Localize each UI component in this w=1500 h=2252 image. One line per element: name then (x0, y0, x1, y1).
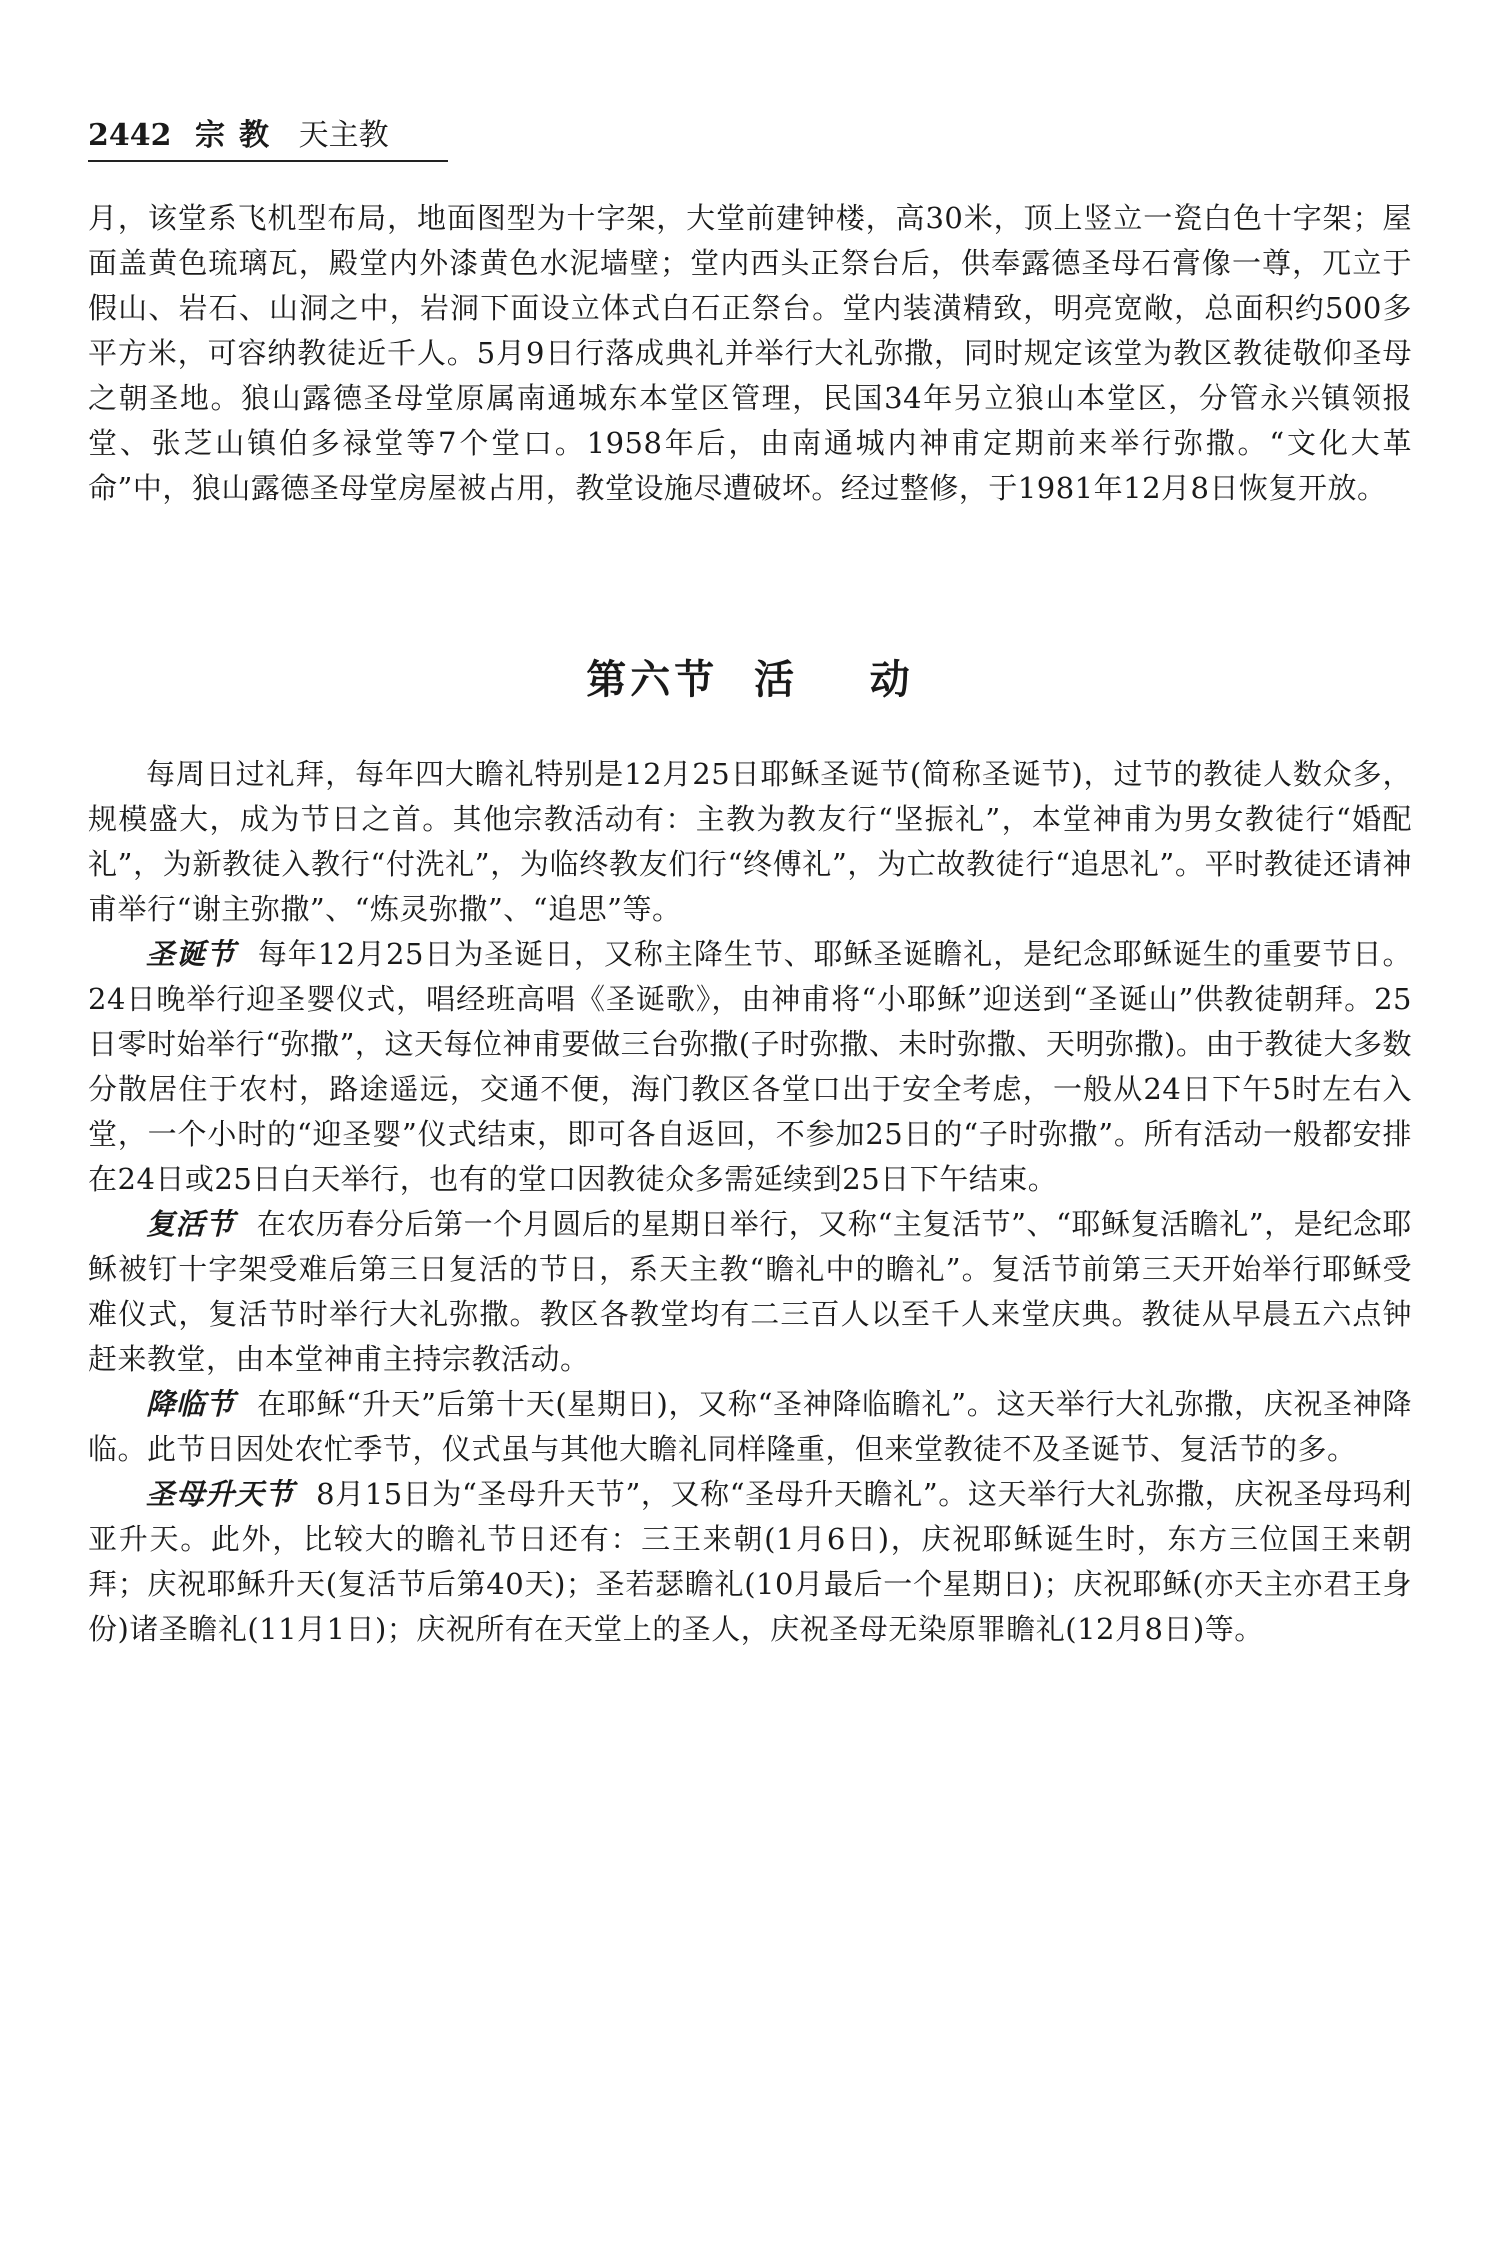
festival-text-pentecost: 在耶稣“升天”后第十天(星期日)，又称“圣神降临瞻礼”。这天举行大礼弥撒，庆祝圣神降临。此节日因处农忙季节，仪式虽与其他大瞻礼同样隆重，但来堂教徒不及圣诞节、复活节的多。 (88, 1387, 1412, 1466)
intro-paragraph: 每周日过礼拜，每年四大瞻礼特别是12月25日耶稣圣诞节(简称圣诞节)，过节的教徒人数众多，规模盛大，成为节日之首。其他宗教活动有：主教为教友行“坚振礼”，本堂神甫为男女教徒行“婚配礼”，为新教徒入教行“付洗礼”，为临终教友们行“终傅礼”，为亡故教徒行“追思礼”。平时教徒还请神甫举行“谢主弥撒”、“炼灵弥撒”、“追思”等。 (88, 757, 1412, 926)
continuation-block (88, 196, 1412, 511)
continuation-paragraph: 月，该堂系飞机型布局，地面图型为十字架，大堂前建钟楼，高30米，顶上竖立一瓷白色十字架；屋面盖黄色琉璃瓦，殿堂内外漆黄色水泥墙壁；堂内西头正祭台后，供奉露德圣母石膏像一尊，兀立于假山、岩石、山洞之中，岩洞下面设立体式白石正祭台。堂内装潢精致，明亮宽敞，总面积约500多平方米，可容纳教徒近千人。5月9日行落成典礼并举行大礼弥撒，同时规定该堂为教区教徒敬仰圣母之朝圣地。狼山露德圣母堂原属南通城东本堂区管理，民国34年另立狼山本堂区，分管永兴镇领报堂、张芝山镇伯多禄堂等7个堂口。1958年后，由南通城内神甫定期前来举行弥撒。“文化大革命”中，狼山露德圣母堂房屋被占用，教堂设施尽遭破坏。经过整修，于1981年12月8日恢复开放。 (88, 201, 1412, 505)
running-header (88, 116, 448, 162)
header-subsection: 天主教 (298, 118, 389, 153)
page-number: 2442 (88, 118, 172, 153)
header-section: 宗教 (195, 118, 284, 153)
section-title: 第六节 活 动 (586, 657, 914, 703)
festival-text-assumption: 8月15日为“圣母升天节”，又称“圣母升天瞻礼”。这天举行大礼弥撒，庆祝圣母玛利亚升天。此外，比较大的瞻礼节日还有：三王来朝(1月6日)，庆祝耶稣诞生时，东方三位国王来朝拜；庆祝耶稣升天(复活节后第40天)；圣若瑟瞻礼(10月最后一个星期日)；庆祝耶稣(亦天主亦君王身份)诸圣瞻礼(11月1日)；庆祝所有在天堂上的圣人，庆祝圣母无染原罪瞻礼(12月8日)等。 (88, 1477, 1412, 1646)
festival-term-assumption: 圣母升天节 (146, 1477, 295, 1511)
festival-term-pentecost: 降临节 (146, 1387, 236, 1421)
festival-paragraph-assumption (88, 1472, 1412, 1652)
festival-term-easter: 复活节 (146, 1207, 235, 1241)
festival-text-easter: 在农历春分后第一个月圆后的星期日举行，又称“主复活节”、“耶稣复活瞻礼”，是纪念耶稣被钉十字架受难后第三日复活的节日，系天主教“瞻礼中的瞻礼”。复活节前第三天开始举行耶稣受难仪式，复活节时举行大礼弥撒。教区各教堂均有二三百人以至千人来堂庆典。教徒从早晨五六点钟赶来教堂，由本堂神甫主持宗教活动。 (88, 1207, 1412, 1376)
activities-section (88, 752, 1412, 1652)
festival-term-christmas: 圣诞节 (146, 937, 236, 971)
festival-paragraph-pentecost (88, 1382, 1412, 1472)
festival-paragraph-easter (88, 1202, 1412, 1382)
festival-text-christmas: 每年12月25日为圣诞日，又称主降生节、耶稣圣诞瞻礼，是纪念耶稣诞生的重要节日。24日晚举行迎圣婴仪式，唱经班高唱《圣诞歌》，由神甫将“小耶稣”迎送到“圣诞山”供教徒朝拜。25日零时始举行“弥撒”，这天每位神甫要做三台弥撒(子时弥撒、未时弥撒、天明弥撒)。由于教徒大多数分散居住于农村，路途遥远，交通不便，海门教区各堂口出于安全考虑，一般从24日下午5时左右入堂，一个小时的“迎圣婴”仪式结束，即可各自返回，不参加25日的“子时弥撒”。所有活动一般都安排在24日或25日白天举行，也有的堂口因教徒众多需延续到25日下午结束。 (88, 937, 1412, 1196)
festival-paragraph-christmas (88, 932, 1412, 1202)
